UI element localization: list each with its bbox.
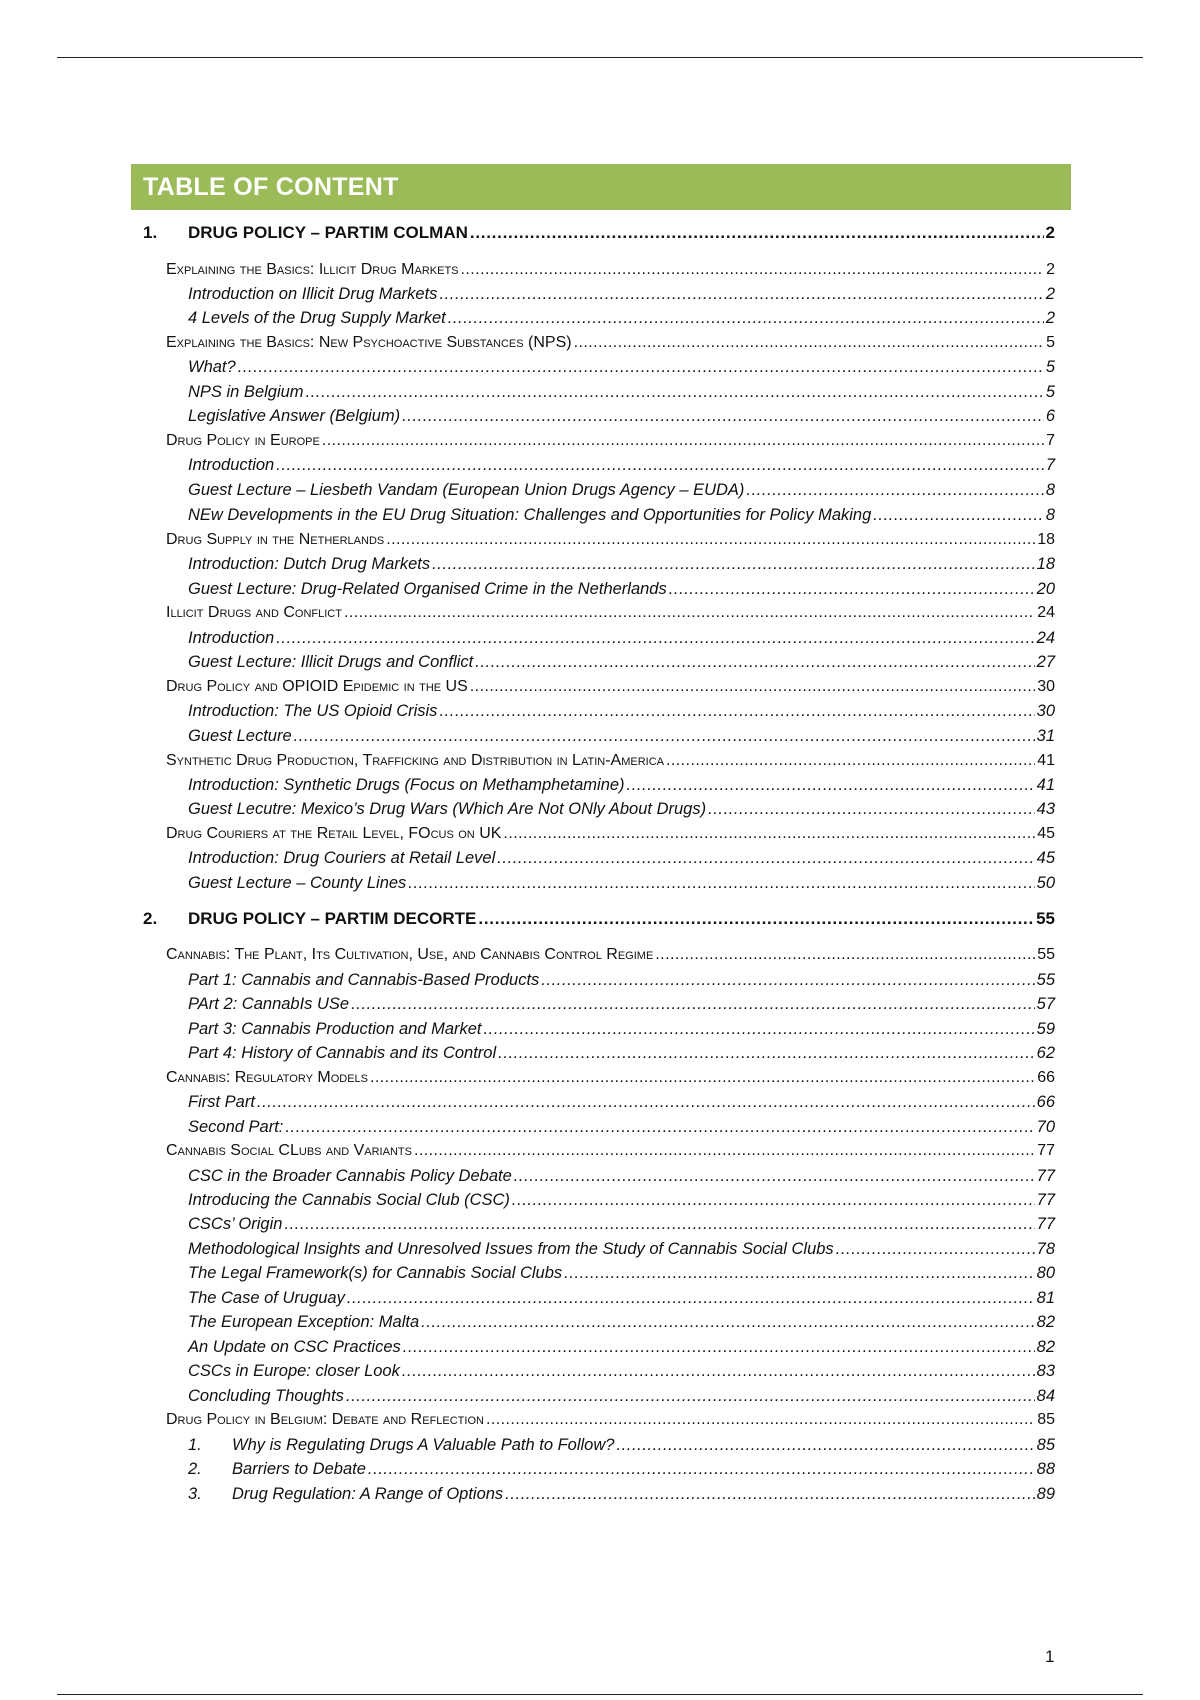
toc-entry-title: 4 Levels of the Drug Supply Market: [188, 309, 446, 327]
toc-entry-title: Drug Policy and OPIOID Epidemic in the US: [166, 678, 468, 695]
toc-dot-leader: [514, 1165, 1035, 1187]
toc-dot-leader: [497, 847, 1034, 869]
toc-entry-level-3[interactable]: [188, 969, 1055, 991]
toc-entry-title: DRUG POLICY – PARTIM DECORTE: [188, 909, 477, 928]
toc-dot-leader: [461, 259, 1045, 281]
toc-entry-page: 7: [1046, 432, 1055, 449]
bottom-rule: [57, 1694, 1143, 1695]
toc-dot-leader: [498, 1042, 1034, 1064]
toc-entry-title: Illicit Drugs and Conflict: [166, 604, 342, 621]
toc-entry-title: Introduction: Dutch Drug Markets: [188, 555, 431, 573]
toc-title: TABLE OF CONTENT: [143, 172, 399, 201]
toc-entry-title: Drug Regulation: A Range of Options: [232, 1485, 504, 1503]
toc-entry-title: What?: [188, 358, 236, 376]
toc-entry-page: 5: [1045, 358, 1055, 376]
toc-entry-level-3[interactable]: [188, 1213, 1055, 1235]
toc-entry-level-3[interactable]: [188, 356, 1055, 378]
toc-entry-page: 45: [1036, 849, 1055, 867]
toc-entry-level-2[interactable]: [166, 676, 1055, 698]
toc-dot-leader: [746, 479, 1043, 501]
toc-entry-level-3[interactable]: [188, 1385, 1055, 1407]
toc-entry-level-3[interactable]: [188, 1042, 1055, 1064]
toc-entry-title: Explaining the Basics: New Psychoactive Substances (NPS): [166, 334, 572, 351]
toc-entry-page: 24: [1036, 629, 1055, 647]
toc-entry-page: 31: [1036, 727, 1055, 745]
toc-entry-title: Guest Lecture: Illicit Drugs and Conflict: [188, 653, 474, 671]
toc-entry-level-3[interactable]: [188, 381, 1055, 403]
toc-entry-page: 2: [1046, 261, 1055, 278]
toc-entry-level-3[interactable]: [188, 872, 1055, 894]
toc-entry-title: An Update on CSC Practices: [188, 1338, 401, 1356]
toc-entry-number: 1.: [188, 1436, 202, 1454]
toc-entry-title: Concluding Thoughts: [188, 1387, 344, 1405]
toc-entry-page: 5: [1045, 383, 1055, 401]
toc-entry-title: DRUG POLICY – PARTIM COLMAN: [188, 223, 468, 242]
toc-entry-title: Guest Lecutre: Mexico’s Drug Wars (Which Are Not ONly About Drugs): [188, 800, 707, 818]
toc-dot-leader: [439, 283, 1043, 305]
toc-entry-page: 66: [1036, 1093, 1055, 1111]
toc-entry-level-3[interactable]: [188, 1311, 1055, 1333]
toc-entry-level-3[interactable]: [188, 504, 1055, 526]
toc-dot-leader: [439, 700, 1034, 722]
toc-dot-leader: [627, 774, 1035, 796]
toc-entry-title: Introduction: Drug Couriers at Retail Level: [188, 849, 496, 867]
toc-entry-page: 24: [1037, 604, 1055, 621]
toc-dot-leader: [421, 1311, 1035, 1333]
toc-dot-leader: [344, 602, 1035, 624]
toc-entry-page: 89: [1036, 1485, 1055, 1503]
toc-dot-leader: [408, 872, 1034, 894]
toc-entry-title: Synthetic Drug Production, Trafficking and Distribution in Latin-America: [166, 752, 664, 769]
toc-entry-title: Legislative Answer (Belgium): [188, 407, 401, 425]
toc-entry-page: 8: [1045, 481, 1055, 499]
toc-dot-leader: [470, 222, 1044, 244]
toc-entry-title: Introduction: The US Opioid Crisis: [188, 702, 438, 720]
toc-dot-leader: [655, 944, 1035, 966]
page-number: 1: [1045, 1647, 1055, 1666]
toc-dot-leader: [257, 1091, 1035, 1113]
toc-entry-level-1[interactable]: [143, 908, 1055, 930]
toc-entry-page: 77: [1036, 1191, 1055, 1209]
toc-dot-leader: [306, 381, 1044, 403]
toc-dot-leader: [403, 1336, 1035, 1358]
toc-dot-leader: [475, 651, 1034, 673]
toc-entry-level-3[interactable]: [188, 1018, 1055, 1040]
toc-entry-page: 8: [1045, 506, 1055, 524]
toc-entry-page: 80: [1036, 1264, 1055, 1282]
toc-entry-page: 41: [1037, 752, 1055, 769]
toc-entry-page: 57: [1036, 995, 1055, 1013]
toc-entry-page: 88: [1036, 1460, 1055, 1478]
toc-entry-level-1[interactable]: [143, 222, 1055, 244]
toc-entry-page: 70: [1036, 1118, 1055, 1136]
toc-entry-page: 2: [1045, 285, 1055, 303]
toc-entry-page: 59: [1036, 1020, 1055, 1038]
toc-dot-leader: [478, 908, 1034, 930]
toc-entry-title: Why is Regulating Drugs A Valuable Path to Follow?: [232, 1436, 615, 1454]
toc-entry-page: 50: [1036, 874, 1055, 892]
toc-entry-page: 55: [1036, 971, 1055, 989]
toc-entry-level-3[interactable]: [188, 700, 1055, 722]
toc-entry-level-3[interactable]: [188, 993, 1055, 1015]
toc-entry-level-3[interactable]: [188, 307, 1055, 329]
toc-entry-level-3[interactable]: [188, 1287, 1055, 1309]
toc-entry-title: Introduction: [188, 629, 275, 647]
toc-dot-leader: [370, 1067, 1035, 1089]
toc-entry-title: Part 4: History of Cannabis and its Control: [188, 1044, 497, 1062]
toc-entry-page: 5: [1046, 334, 1055, 351]
toc-entry-level-3[interactable]: [188, 1262, 1055, 1284]
toc-entry-title: Guest Lecture: Drug-Related Organised Crime in the Netherlands: [188, 580, 667, 598]
toc-entry-title: Drug Supply in the Netherlands: [166, 531, 385, 548]
toc-entry-title: Methodological Insights and Unresolved Issues from the Study of Cannabis Social Clubs: [188, 1240, 834, 1258]
toc-entry-title: Part 3: Cannabis Production and Market: [188, 1020, 482, 1038]
toc-entry-number: 2.: [143, 909, 158, 928]
toc-entry-title: PArt 2: CannabIs USe: [188, 995, 350, 1013]
toc-entry-level-3[interactable]: [188, 725, 1055, 747]
toc-entry-page: 7: [1045, 456, 1055, 474]
toc-entry-page: 30: [1037, 678, 1055, 695]
toc-entry-title: Introduction: Synthetic Drugs (Focus on Methamphetamine): [188, 776, 625, 794]
toc-entry-level-3[interactable]: [188, 847, 1055, 869]
toc-entry-title: The Case of Uruguay: [188, 1289, 345, 1307]
toc-entry-title: Drug Couriers at the Retail Level, FOcus on UK: [166, 825, 502, 842]
toc-entry-level-3[interactable]: [188, 1336, 1055, 1358]
toc-dot-leader: [669, 578, 1035, 600]
toc-entry-level-3[interactable]: [188, 479, 1055, 501]
toc-entry-page: 78: [1036, 1240, 1055, 1258]
toc-entry-title: Guest Lecture – County Lines: [188, 874, 407, 892]
toc-entry-level-3[interactable]: [188, 774, 1055, 796]
toc-dot-leader: [368, 1458, 1035, 1480]
toc-dot-leader: [484, 1018, 1035, 1040]
toc-entry-title: Barriers to Debate: [232, 1460, 366, 1478]
toc-entry-level-4[interactable]: [188, 1458, 1055, 1480]
toc-entry-page: 66: [1037, 1069, 1055, 1086]
toc-dot-leader: [238, 356, 1044, 378]
toc-entry-level-3[interactable]: [188, 283, 1055, 305]
toc-entry-page: 41: [1036, 776, 1055, 794]
toc-entry-page: 81: [1036, 1289, 1055, 1307]
toc-entry-title: The Legal Framework(s) for Cannabis Social Clubs: [188, 1264, 563, 1282]
toc-entry-level-4[interactable]: [188, 1483, 1055, 1505]
toc-entry-page: 2: [1045, 309, 1055, 327]
toc-dot-leader: [836, 1238, 1035, 1260]
toc-entry-page: 82: [1036, 1313, 1055, 1331]
toc-entry-level-3[interactable]: [188, 1189, 1055, 1211]
toc-entry-title: Drug Policy in Europe: [166, 432, 320, 449]
toc-dot-leader: [505, 1483, 1034, 1505]
toc-entry-level-4[interactable]: [188, 1434, 1055, 1456]
toc-entry-title: First Part: [188, 1093, 255, 1111]
toc-dot-leader: [402, 405, 1044, 427]
toc-entry-page: 85: [1037, 1411, 1055, 1428]
toc-entry-level-3[interactable]: [188, 627, 1055, 649]
toc-dot-leader: [386, 529, 1035, 551]
toc-entry-title: The European Exception: Malta: [188, 1313, 420, 1331]
toc-entry-page: 77: [1036, 1167, 1055, 1185]
toc-entry-page: 18: [1037, 531, 1055, 548]
toc-entry-page: 85: [1036, 1436, 1055, 1454]
toc-entry-title: NPS in Belgium: [188, 383, 304, 401]
toc-entry-page: 77: [1037, 1142, 1055, 1159]
toc-entry-level-2[interactable]: [166, 1067, 1055, 1089]
toc-entry-level-2[interactable]: [166, 823, 1055, 845]
toc-entry-level-3[interactable]: [188, 651, 1055, 673]
toc-dot-leader: [470, 676, 1035, 698]
toc-entry-level-2[interactable]: [166, 944, 1055, 966]
toc-banner: [131, 164, 1071, 210]
toc-entry-title: CSC in the Broader Cannabis Policy Debate: [188, 1167, 512, 1185]
toc-dot-leader: [503, 823, 1035, 845]
toc-entry-title: Explaining the Basics: Illicit Drug Markets: [166, 261, 459, 278]
toc-entry-level-3[interactable]: [188, 1116, 1055, 1138]
toc-entry-level-3[interactable]: [188, 578, 1055, 600]
toc-entry-level-2[interactable]: [166, 529, 1055, 551]
toc-entry-title: Cannabis: Regulatory Models: [166, 1069, 368, 1086]
toc-entry-title: Guest Lecture – Liesbeth Vandam (European Union Drugs Agency – EUDA): [188, 481, 745, 499]
toc-entry-level-3[interactable]: [188, 553, 1055, 575]
toc-entry-level-3[interactable]: [188, 798, 1055, 820]
toc-dot-leader: [448, 307, 1044, 329]
toc-entry-level-2[interactable]: [166, 1140, 1055, 1162]
toc-entry-page: 62: [1036, 1044, 1055, 1062]
toc-entry-title: Drug Policy in Belgium: Debate and Reflection: [166, 1411, 484, 1428]
toc-dot-leader: [541, 969, 1034, 991]
toc-entry-title: CSCs in Europe: closer Look: [188, 1362, 400, 1380]
toc-dot-leader: [285, 1116, 1034, 1138]
toc-entry-page: 83: [1036, 1362, 1055, 1380]
toc-dot-leader: [512, 1189, 1035, 1211]
toc-entry-page: 43: [1036, 800, 1055, 818]
toc-entry-page: 27: [1036, 653, 1055, 671]
toc-entry-level-3[interactable]: [188, 1091, 1055, 1113]
toc-entry-level-2[interactable]: [166, 430, 1055, 452]
toc-entry-level-3[interactable]: [188, 1360, 1055, 1382]
toc-dot-leader: [486, 1409, 1035, 1431]
toc-dot-leader: [284, 1213, 1034, 1235]
toc-dot-leader: [402, 1360, 1035, 1382]
toc-dot-leader: [346, 1385, 1035, 1407]
toc-dot-leader: [276, 627, 1034, 649]
toc-entry-title: Introduction: [188, 456, 275, 474]
toc-entry-page: 77: [1036, 1215, 1055, 1233]
toc-entry-title: CSCs’ Origin: [188, 1215, 283, 1233]
toc-dot-leader: [564, 1262, 1034, 1284]
toc-dot-leader: [414, 1140, 1035, 1162]
toc-entry-title: Part 1: Cannabis and Cannabis-Based Products: [188, 971, 540, 989]
toc-entry-title: NEw Developments in the EU Drug Situation: Challenges and Opportunities for Policy Making: [188, 506, 872, 524]
toc-entry-title: Introduction on Illicit Drug Markets: [188, 285, 438, 303]
toc-entry-page: 20: [1036, 580, 1055, 598]
toc-entry-number: 2.: [188, 1460, 202, 1478]
toc-entry-level-3[interactable]: [188, 1238, 1055, 1260]
toc-entry-level-2[interactable]: [166, 1409, 1055, 1431]
toc-entry-level-2[interactable]: [166, 332, 1055, 354]
toc-dot-leader: [873, 504, 1044, 526]
toc-entry-number: 1.: [143, 223, 158, 242]
toc-dot-leader: [432, 553, 1035, 575]
toc-entry-page: 55: [1037, 946, 1055, 963]
toc-entry-title: Second Part:: [188, 1118, 284, 1136]
toc-entry-title: Guest Lecture: [188, 727, 292, 745]
toc-entry-page: 82: [1036, 1338, 1055, 1356]
toc-dot-leader: [708, 798, 1035, 820]
toc-entry-level-2[interactable]: [166, 750, 1055, 772]
toc-dot-leader: [666, 750, 1035, 772]
toc-entry-level-3[interactable]: [188, 454, 1055, 476]
toc-entry-page: 18: [1036, 555, 1055, 573]
toc-entry-page: 30: [1036, 702, 1055, 720]
toc-dot-leader: [616, 1434, 1034, 1456]
toc-dot-leader: [574, 332, 1044, 354]
toc-entry-level-3[interactable]: [188, 1165, 1055, 1187]
toc-dot-leader: [294, 725, 1035, 747]
toc-entry-level-2[interactable]: [166, 259, 1055, 281]
toc-dot-leader: [322, 430, 1044, 452]
toc-entry-level-3[interactable]: [188, 405, 1055, 427]
toc-entry-page: 84: [1036, 1387, 1055, 1405]
toc-entry-level-2[interactable]: [166, 602, 1055, 624]
toc-dot-leader: [347, 1287, 1035, 1309]
toc-entry-page: 6: [1045, 407, 1055, 425]
toc-entry-page: 2: [1045, 223, 1055, 242]
toc-entry-title: Cannabis Social CLubs and Variants: [166, 1142, 412, 1159]
top-rule: [57, 57, 1143, 58]
toc-entry-page: 45: [1037, 825, 1055, 842]
toc-entry-page: 55: [1036, 909, 1055, 928]
toc-dot-leader: [276, 454, 1044, 476]
toc-entry-number: 3.: [188, 1485, 202, 1503]
toc-entry-title: Introducing the Cannabis Social Club (CSC): [188, 1191, 510, 1209]
toc-entry-title: Cannabis: The Plant, Its Cultivation, Use, and Cannabis Control Regime: [166, 946, 654, 963]
toc-dot-leader: [351, 993, 1035, 1015]
